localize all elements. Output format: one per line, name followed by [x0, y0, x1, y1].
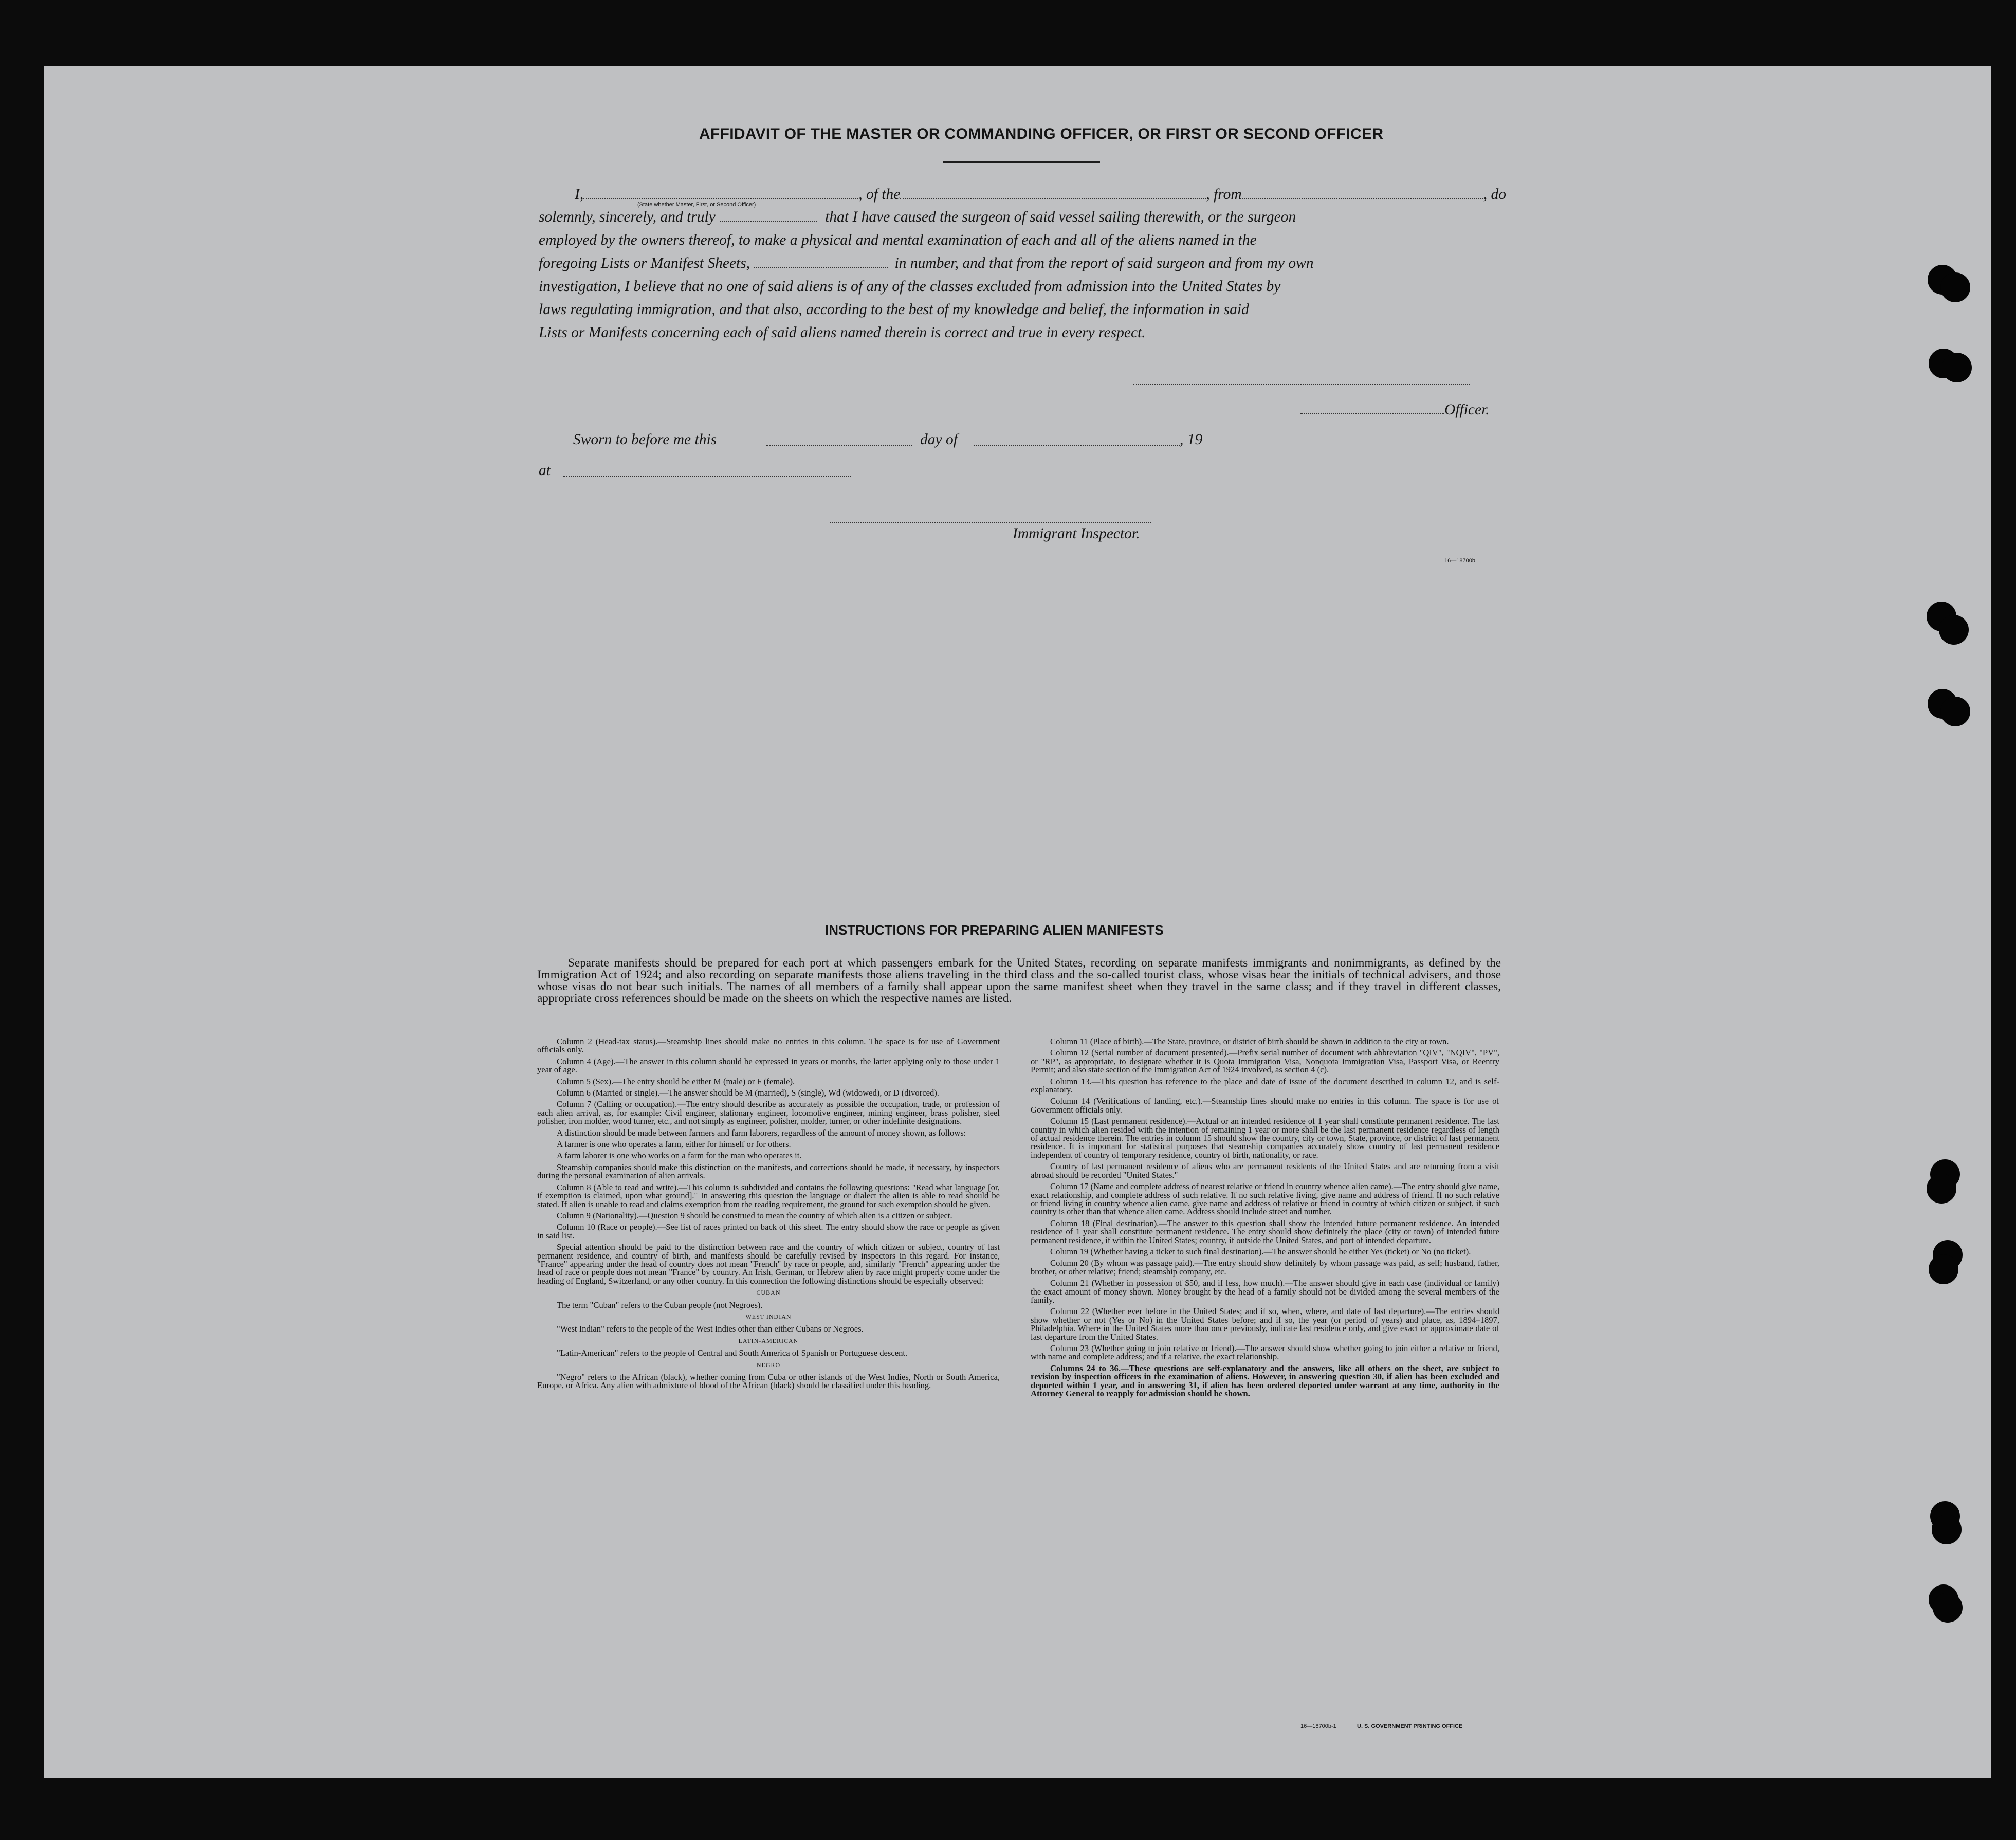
affidavit-line-5: investigation, I believe that no one of said aliens is of any of the classes excluded from admission into the United States by	[539, 278, 1281, 295]
affidavit-line-3: employed by the owners thereof, to make a physical and mental examination of each and all of the aliens named in the	[539, 232, 1257, 248]
affidavit-text: foregoing Lists or Manifest Sheets,	[539, 255, 750, 271]
instruction-paragraph: Column 19 (Whether having a ticket to such final destination).—The answer should be either Yes (ticket) or No (no ticket).	[1050, 1246, 1471, 1256]
officer-signature-line[interactable]	[1133, 383, 1470, 385]
instruction-paragraph: Column 2 (Head-tax status).—Steamship lines should make no entries in this column. The space is for use of Government officials only.	[537, 1036, 1000, 1055]
instruction-paragraph: Column 20 (By whom was passage paid).—The entry should show definitely by whom passage was paid, as self; husband, father, brother, or other relative; friend; steamship company, etc.	[1031, 1258, 1499, 1277]
instruction-paragraph: Column 22 (Whether ever before in the United States; and if so, when, where, and date of last departure).—The entries should show whether or not (Yes or No) in the United States before; and if so, the year (or period of years) and place, as, 1894–1897, Philadelphia. Where in the United States more than once previously, indicate last residence only, and give exact or approximate date of last departure from the United States.	[1031, 1306, 1499, 1342]
instruction-paragraph: Column 7 (Calling or occupation).—The entry should describe as accurately as possible the occupation, trade, or profession of each alien arrival, as, for example: Civil engineer, stationary engineer, locomotive engineer, mining engineer, brass polisher, steel polisher, iron molder, wood turner, etc., and not simply as engineer, polisher, molder, turner, or other indefinite designations.	[537, 1099, 1000, 1126]
instruction-paragraph: Column 15 (Last permanent residence).—Actual or an intended residence of 1 year shall constitute permanent residence. The last country in which alien resided with the intention of remaining 1 year or more shall be the last permanent residence regardless of length of actual residence therein. The entries in column 15 should show the country, city or town, State, province, or district of last permanent residence. It is important for statistical purposes that steamship companies accurately show country of last permanent residence independent of country of temporary residence, country of birth, nationality, or race.	[1031, 1116, 1499, 1160]
officer-title-line[interactable]	[1300, 412, 1444, 414]
instruction-paragraph: Country of last permanent residence of aliens who are permanent residents of the United States and are returning from a visit abroad should be recorded "United States."	[1031, 1161, 1499, 1180]
affidavit-from: , from	[1206, 186, 1242, 203]
affidavit-line-7: Lists or Manifests concerning each of said aliens named therein is correct and true in every respect.	[539, 324, 1146, 341]
instruction-paragraph: Column 6 (Married or single).—The answer should be M (married), S (single), Wd (widowed), or D (divorced).	[557, 1088, 939, 1098]
cuban-definition: The term "Cuban" refers to the Cuban people (not Negroes).	[557, 1300, 763, 1310]
sworn-month-field[interactable]	[974, 444, 1180, 446]
instruction-paragraph: Column 5 (Sex).—The entry should be either M (male) or F (female).	[557, 1076, 795, 1086]
day-of-label: day of	[920, 431, 958, 448]
footer-form-number: 16—18700b-1	[1300, 1723, 1336, 1729]
instruction-paragraph: Column 4 (Age).—The answer in this column should be expressed in years or months, the latter applying only to those under 1 year of age.	[537, 1056, 1000, 1075]
affidavit-i: I,	[575, 186, 584, 203]
instruction-paragraph: A farmer is one who operates a farm, either for himself or for others.	[557, 1139, 791, 1150]
punch-hole	[1939, 615, 1969, 645]
instruction-paragraph: Column 12 (Serial number of document presented).—Prefix serial number of document with abbreviation "QIV", "NQIV", "PV", or "RP", as appropriate, to designate whether it is Quota Immigration Visa, Nonquota Immigration Visa, Passport Visa, or Reentry Permit; and also state section of the Immigration Act of 1924 involved, as section 4 (c).	[1031, 1048, 1499, 1075]
punch-hole	[1942, 353, 1972, 382]
sworn-day-field[interactable]	[766, 444, 912, 446]
instructions-title: INSTRUCTIONS FOR PREPARING ALIEN MANIFESTS	[825, 922, 1164, 938]
instruction-paragraph: Column 14 (Verifications of landing, etc.).—Steamship lines should make no entries in this column. The space is for use of Government officials only.	[1031, 1096, 1499, 1115]
punch-hole	[1927, 1174, 1956, 1204]
instruction-paragraph: Columns 24 to 36.—These questions are self-explanatory and the answers, like all others on the sheet, are subject to revision by inspection officers in the examination of aliens. However, in answering question 30, if alien has been excluded and deported within 1 year, and in answering 31, if alien has been ordered deported under warrant at any time, authority in the Attorney General to reapply for admission should be shown.	[1031, 1363, 1499, 1399]
punch-hole	[1932, 1515, 1962, 1544]
officer-rank-field[interactable]	[583, 197, 858, 199]
west-indian-definition: "West Indian" refers to the people of the West Indies other than either Cubans or Negroes.	[557, 1324, 864, 1334]
instruction-paragraph: Special attention should be paid to the distinction between race and the country of which citizen or subject, country of last permanent residence, and country of birth, and manifests should be carefully revised by inspectors in this regard. For instance, "France" appearing under the head of country does not mean "French" by race or people, and, similarly "French" appearing under the head of race or people does not mean "France" by country. An Irish, German, or Hebrew alien by race might properly come under the heading of England, Switzerland, or any other country. In this connection the following distinctions should be especially observed:	[537, 1242, 1000, 1286]
affidavit-line-4	[539, 253, 1505, 274]
affidavit-line-2	[539, 207, 1505, 227]
port-from-field[interactable]	[1242, 197, 1483, 199]
instructions-column-left	[537, 1037, 1000, 1393]
affidavit-text: solemnly, sincerely, and truly	[539, 209, 716, 225]
footer-printing-office: U. S. GOVERNMENT PRINTING OFFICE	[1357, 1723, 1463, 1729]
form-number: 16—18700b	[1444, 558, 1475, 564]
punch-hole	[1929, 1254, 1958, 1284]
punch-hole	[1933, 1593, 1963, 1623]
instruction-paragraph: Column 10 (Race or people).—See list of races printed on back of this sheet. The entry should show the race or people as given in said list.	[537, 1222, 1000, 1241]
title-underline	[943, 161, 1100, 163]
year-label: , 19	[1180, 431, 1203, 448]
officer-label: Officer.	[1444, 402, 1490, 418]
oath-word-field[interactable]	[720, 220, 817, 222]
affidavit-of-the: , of the	[858, 186, 901, 203]
punch-hole	[1940, 272, 1970, 302]
latin-american-definition: "Latin-American" refers to the people of Central and South America of Spanish or Portuguese descent.	[557, 1348, 908, 1358]
instruction-paragraph: Column 9 (Nationality).—Question 9 should be construed to mean the country of which alien is a citizen or subject.	[557, 1210, 952, 1220]
affidavit-do: , do	[1483, 186, 1506, 203]
officer-rank-hint: (State whether Master, First, or Second Officer)	[637, 202, 756, 208]
negro-heading: NEGRO	[756, 1361, 781, 1369]
at-label: at	[539, 462, 551, 479]
place-field[interactable]	[563, 476, 851, 477]
affidavit-line-6: laws regulating immigration, and that also, according to the best of my knowledge and belief, the information in said	[539, 301, 1249, 318]
instruction-paragraph: Steamship companies should make this distinction on the manifests, and corrections should be made, if necessary, by inspectors during the personal examination of alien arrivals.	[537, 1162, 1000, 1181]
cuban-heading: CUBAN	[756, 1289, 781, 1297]
latin-american-heading: LATIN-AMERICAN	[738, 1337, 799, 1344]
instruction-paragraph: Column 23 (Whether going to join relative or friend).—The answer should show whether going to join either a relative or friend, with name and complete address; and if a relative, the exact relationship.	[1031, 1343, 1499, 1362]
vessel-name-field[interactable]	[900, 197, 1206, 199]
west-indian-heading: WEST INDIAN	[745, 1313, 792, 1320]
punch-hole	[1940, 697, 1970, 726]
instructions-column-right	[1031, 1037, 1499, 1401]
sworn-label: Sworn to before me this	[573, 431, 717, 448]
instruction-paragraph: Column 17 (Name and complete address of nearest relative or friend in country whence alien came).—The entry should give name, exact relationship, and complete address of such relative. If no such relative living, give name and address of friend. If no such relative or friend living in country whence alien came, give name and address of relative or friend in country of which citizen or subject, if such country is other than that whence alien came. Address should include street and number.	[1031, 1181, 1499, 1217]
instruction-paragraph: Column 21 (Whether in possession of $50, and if less, how much).—The answer should give in each case (individual or family) the exact amount of money shown. Money brought by the head of a family should not be divided among the several members of the family.	[1031, 1278, 1499, 1305]
inspector-signature-line[interactable]	[830, 522, 1151, 523]
affidavit-title: AFFIDAVIT OF THE MASTER OR COMMANDING OFFICER, OR FIRST OR SECOND OFFICER	[699, 125, 1384, 142]
instructions-intro: Separate manifests should be prepared for each port at which passengers embark for the United States, recording on separate manifests immigrants and nonimmigrants, as defined by the Immigration Act of 1924; and also recording on separate manifests those aliens traveling in the third class and the so-called tourist class, whose visas bear the initials of technical advisers, and those whose visas do not bear such initials. The names of all members of a family shall appear upon the same manifest sheet when they travel in the same class; and if they travel in different classes, appropriate cross references should be made on the sheets on which the respective names are listed.	[537, 956, 1501, 1005]
instruction-paragraph: A farm laborer is one who works on a farm for the man who operates it.	[557, 1151, 802, 1161]
affidavit-text: in number, and that from the report of said surgeon and from my own	[894, 255, 1314, 271]
instruction-paragraph: Column 18 (Final destination).—The answer to this question shall show the intended future permanent residence. An intended residence of 1 year shall constitute permanent residence. The entry should show definitely the place (city or town) of intended future permanent residence, if within the United States; country, if outside the United States, and port of intended departure.	[1031, 1218, 1499, 1245]
instruction-paragraph: Column 13.—This question has reference to the place and date of issue of the document described in column 12, and is self-explanatory.	[1031, 1076, 1499, 1095]
instruction-paragraph: A distinction should be made between farmers and farm laborers, regardless of the amount of money shown, as follows:	[557, 1127, 966, 1138]
instruction-paragraph: Column 11 (Place of birth).—The State, province, or district of birth should be shown in addition to the city or town.	[1050, 1036, 1449, 1046]
instruction-paragraph: Column 8 (Able to read and write).—This column is subdivided and contains the following questions: "Read what language [or, if exemption is claimed, upon what ground]." In answering this question the language or dialect the alien is able to read should be stated. If alien is unable to read and claims exemption from the reading requirement, the ground for such exemption should be given.	[537, 1182, 1000, 1209]
negro-definition: "Negro" refers to the African (black), whether coming from Cuba or other islands of the West Indies, North or South America, Europe, or Africa. Any alien with admixture of blood of the African (black) should be classified under this heading.	[537, 1372, 1000, 1391]
inspector-label: Immigrant Inspector.	[1013, 525, 1140, 542]
sheet-count-field[interactable]	[754, 266, 888, 268]
affidavit-text: that I have caused the surgeon of said vessel sailing therewith, or the surgeon	[825, 209, 1296, 225]
